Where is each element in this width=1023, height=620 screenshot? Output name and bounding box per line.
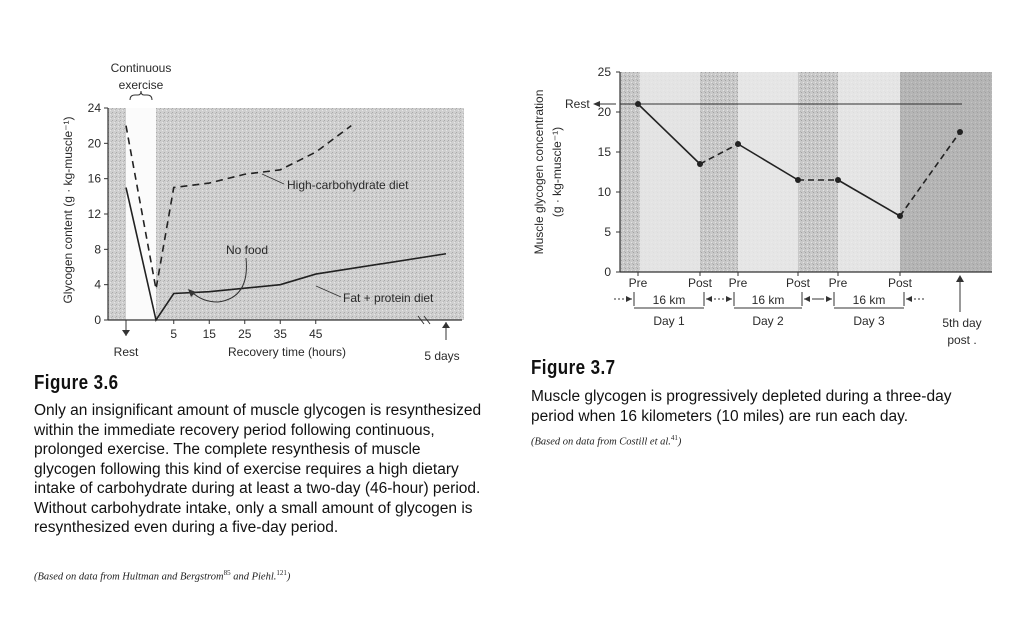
data-point [735,141,741,147]
rest-label: Rest [113,345,139,359]
y-tick-label: 5 [604,225,611,239]
data-point [697,161,703,167]
y-tick-label: 15 [597,145,611,159]
run-distance-label: 16 km [652,293,686,307]
glycogen-recovery-chart [0,50,500,420]
exercise-label: exercise [118,78,164,92]
x-tick-label: Pre [628,276,648,290]
day3-band [838,72,900,272]
figure-3-7-heading: Figure 3.7 [531,357,616,379]
y-tick-label: 8 [94,242,101,257]
y-tick-label: 16 [87,171,101,186]
y-tick-label: 20 [87,136,101,151]
day-label: Day 2 [752,314,784,328]
y-tick-label: 24 [87,101,101,115]
data-point [835,177,841,183]
figure-3-6-credit: (Based on data from Hultman and Bergstrom$^{85}$ and Piehl.$^{121}$) [34,569,291,583]
y-axis-unit: (g · kg-muscle⁻¹) [550,126,564,218]
x-axis-label: Recovery time (hours) [227,345,347,359]
day-label: Day 1 [653,314,685,328]
x-tick-label: Pre [828,276,848,290]
y-tick-label: 0 [94,313,101,327]
figure-3-6-heading: Figure 3.6 [34,372,119,394]
x-tick-label: 25 [238,327,252,341]
x-tick-label: 15 [202,327,216,341]
no-food-label: No food [226,243,269,257]
y-tick-label: 25 [597,65,611,79]
y-tick-label: 4 [94,277,101,292]
continuous-label: Continuous [110,61,172,75]
data-point [635,101,641,107]
exercise-brace [130,91,152,100]
exercise-band [126,108,156,320]
x-tick-label: 45 [309,327,323,341]
x-tick-label: 5 [170,327,178,341]
plot-background [108,108,464,320]
data-point [795,177,801,183]
figure-3-7-caption: Muscle glycogen is progressively depleted during a three-day period when 16 kilometers (10 miles) are run each day. [531,388,952,425]
day-label: Day 3 [853,314,885,328]
y-axis-label: Glycogen content (g · kg-muscle⁻¹) [61,116,75,304]
rest-label: Rest [565,97,590,111]
data-point [957,129,963,135]
x-tick-label: Post [785,276,811,290]
fifth-day-label-post: post . [947,333,977,347]
x-tick-label: Pre [728,276,748,290]
y-tick-label: 20 [597,105,611,119]
fifth-day-label: 5th day [942,316,982,330]
day2-band [738,72,798,272]
run-distance-label: 16 km [751,293,785,307]
series-label-fat-protein: Fat + protein diet [343,291,434,305]
glycogen-depletion-chart [515,60,1015,360]
y-axis-label: Muscle glycogen concentration [532,89,546,255]
figure-3-7-credit: (Based on data from Costill et al.$^{41}$) [531,434,682,448]
five-days-label: 5 days [424,349,460,363]
series-label-high-carb: High-carbohydrate diet [287,178,409,192]
y-tick-label: 0 [604,265,611,279]
y-tick-label: 10 [597,185,611,199]
data-point [897,213,903,219]
x-tick-label: Post [687,276,713,290]
x-tick-label: Post [887,276,913,290]
day1-band [640,72,700,272]
x-tick-label: 35 [273,327,287,341]
y-tick-label: 12 [87,207,101,221]
recovery-band [900,72,992,272]
run-distance-label: 16 km [852,293,886,307]
figure-3-6-caption: Only an insignificant amount of muscle glycogen is resynthesized within the immediate recovery period following continuous, prolonged exercise. The complete resynthesis of muscle glycogen following this kind of exercise requires a high dietary intake of carbohydrate during at least a two-day (46-hour) period. Without carbohydrate intake, only a small amount of glycogen is resynthesized even during a five-day period. [34,402,482,536]
